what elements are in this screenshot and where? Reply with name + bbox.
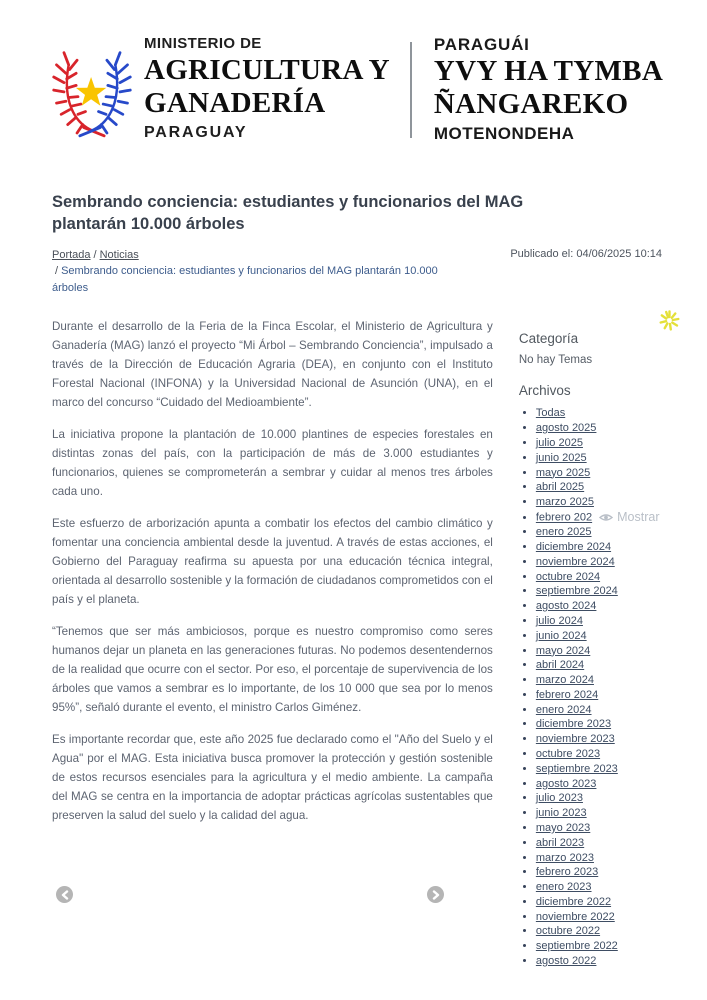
archive-link[interactable]: marzo 2023 [535,851,594,864]
archive-item [536,764,662,776]
archive-link[interactable]: agosto 2025 [535,422,597,435]
page-title: Sembrando conciencia: estudiantes y funcionarios del MAG plantarán 10.000 árboles [52,193,524,234]
site-header [50,30,663,144]
ministry-wordmark [144,34,390,143]
header-divider [410,42,412,138]
star-icon [76,77,106,106]
archive-link[interactable]: octubre 2023 [535,748,601,761]
archive-item [536,438,662,450]
guarani-wordmark [434,34,663,144]
main-content [52,191,662,971]
archive-item [536,882,662,894]
archive-link[interactable]: noviembre 2023 [535,733,615,746]
breadcrumb-line2 [52,263,452,296]
archive-item [535,509,662,524]
archive-item [536,527,662,539]
archive-link[interactable]: abril 2023 [535,836,585,849]
article-paragraph: Este esfuerzo de arborización apunta a combatir los efectos del cambio climático y fomentar una conciencia ambiental desde la juventud. A través de estas acciones, el Gobierno del Paraguay reafirma su apuesta por una educación técnica integral, orientada al desarrollo sostenible y la formación de ciudadanos comprometidos con el país y el planeta. [52,517,493,607]
archive-link[interactable]: diciembre 2024 [535,541,612,554]
guarani-bottom-line: MOTENONDEHA [433,124,575,143]
archive-link[interactable]: diciembre 2022 [535,895,612,908]
archive-item [536,779,662,791]
carousel-prev-button[interactable] [56,886,73,903]
archive-item [536,572,662,584]
article-meta [52,247,662,297]
loading-burst-icon [659,310,680,331]
archive-item [536,660,662,672]
archive-link[interactable]: noviembre 2022 [535,910,615,923]
archive-item [536,897,662,909]
archive-item [536,749,662,761]
archive-link[interactable]: marzo 2025 [535,496,594,509]
archive-item [536,423,662,435]
archive-link[interactable]: septiembre 2022 [535,940,618,953]
archive-link[interactable]: marzo 2024 [535,674,594,687]
article-paragraph: “Tenemos que ser más ambiciosos, porque es nuestro compromiso como seres humanos dejar un planeta en las generaciones futuras. No podemos desentendernos de la realidad que ocurre con el sector. Por eso, el porcentaje de supervivencia de los árboles que vamos a sembrar es lo importante, de los 10 000 que sea por lo menos 95%”, señaló durante el evento, el ministro Carlos Giménez. [52,625,493,715]
mag-coat-of-arms-logo[interactable] [50,44,134,138]
archive-item [536,956,662,968]
archive-link[interactable]: febrero 202 [535,511,593,524]
archive-item [536,793,662,805]
article-paragraph: Es importante recordar que, este año 2025 fue declarado como el "Año del Suelo y el Agua" por el MAG. Esta iniciativa busca promover la protección y gestión sostenible de estos recursos esenciales para la agricultura y el medio ambiente. La campaña del MAG se centra en la importancia de adoptar prácticas agrícolas sustentables que preserven la salud del suelo y la calidad del agua. [52,733,493,823]
archive-link[interactable]: julio 2025 [535,436,583,449]
archive-item [536,601,662,613]
article-body [52,317,493,970]
laurel-wreath-star-icon [50,44,134,138]
published-date: Publicado el: 04/06/2025 10:14 [510,247,662,260]
ministry-name-line2: GANADERÍA [144,87,326,119]
archive-link[interactable]: julio 2023 [535,792,583,805]
archive-item [536,734,662,746]
archive-item [536,482,662,494]
archive-link[interactable]: mayo 2023 [535,821,591,834]
category-empty-text: No hay Temas [518,354,593,367]
archive-link[interactable]: enero 2023 [535,881,592,894]
breadcrumb-home[interactable]: Portada [52,248,91,261]
article-paragraph: La iniciativa propone la plantación de 10.000 plantines de especies forestales en distintas zonas del país, con la participación de más de 3.000 estudiantes y funcionarios, quienes se comprometerán a sembrar y cuidar al menos tres árboles cada uno. [52,428,493,499]
archive-item [536,646,662,658]
breadcrumb-line1 [52,247,452,264]
archive-link[interactable]: febrero 2023 [535,866,599,879]
archives-heading: Archivos [518,383,571,399]
archive-link[interactable]: mayo 2025 [535,466,591,479]
breadcrumb-section[interactable]: Noticias [99,248,139,261]
archive-link[interactable]: junio 2023 [535,807,587,820]
archive-link[interactable]: agosto 2022 [535,954,597,967]
archive-item [536,823,662,835]
archive-item [536,941,662,953]
breadcrumb [52,247,452,297]
archive-link[interactable]: agosto 2023 [535,777,597,790]
ministry-top-line: MINISTERIO DE [144,35,262,52]
archive-link[interactable]: junio 2024 [535,629,587,642]
chevron-right-icon [432,890,440,900]
carousel-next-button[interactable] [427,886,444,903]
archive-link[interactable]: septiembre 2023 [535,762,618,775]
breadcrumb-separator: / [55,265,59,278]
archive-link[interactable]: mayo 2024 [535,644,591,657]
archive-item [536,705,662,717]
guarani-name-line1: YVY HA TYMBA [433,55,664,87]
archive-item [536,719,662,731]
breadcrumb-separator: / [93,248,97,261]
archive-link[interactable]: Todas [535,407,566,420]
archive-item [536,926,662,938]
archive-item [536,853,662,865]
archive-item [536,453,662,465]
archive-link[interactable]: febrero 2024 [535,688,599,701]
archive-link[interactable]: enero 2024 [535,703,592,716]
archive-link[interactable]: julio 2024 [535,615,583,628]
archive-link[interactable]: agosto 2024 [535,600,597,613]
archive-item [536,408,662,420]
archives-list [519,408,662,967]
archive-item [536,808,662,820]
archive-item [536,497,662,509]
archive-item [536,838,662,850]
eye-icon [599,512,613,523]
ministry-country: PARAGUAY [144,124,248,141]
archive-link[interactable]: abril 2025 [535,481,585,494]
chevron-left-icon [61,890,69,900]
archive-link[interactable]: diciembre 2023 [535,718,612,731]
archive-link[interactable]: enero 2025 [535,526,592,539]
archive-link[interactable]: septiembre 2024 [535,585,618,598]
category-heading: Categoría [518,331,579,347]
archive-item [536,912,662,924]
archive-link[interactable]: octubre 2022 [535,925,601,938]
mostrar-tooltip[interactable] [599,509,660,524]
article-paragraph: Durante el desarrollo de la Feria de la Finca Escolar, el Ministerio de Agricultura y Ganadería (MAG) lanzó el proyecto “Mi Árbol – Sembrando Conciencia”, impulsado a través de la Dirección de Educación Agraria (DEA), en conjunto con el Instituto Forestal Nacional (INFONA) y la Universidad Nacional de Asunción (UNA), en el marco del concurso “Cuidado del Medioambiente”. [52,320,493,410]
mostrar-label: Mostrar [617,509,660,524]
sidebar [519,317,662,970]
archive-item [536,586,662,598]
archive-item [536,867,662,879]
archive-item [536,542,662,554]
guarani-name-line2: ÑANGAREKO [433,88,629,120]
archive-link[interactable]: abril 2024 [535,659,585,672]
archive-link[interactable]: octubre 2024 [535,570,601,583]
archive-item [536,616,662,628]
archive-item [536,557,662,569]
archive-item [536,468,662,480]
archive-link[interactable]: junio 2025 [535,451,587,464]
content-row [52,317,662,970]
archive-item [536,675,662,687]
guarani-top-line: PARAGUÁI [433,35,530,54]
breadcrumb-current: Sembrando conciencia: estudiantes y funcionarios del MAG plantarán 10.000 árboles [52,265,438,294]
archive-item [536,631,662,643]
archive-item [536,690,662,702]
archive-link[interactable]: noviembre 2024 [535,555,615,568]
ministry-name-line1: AGRICULTURA Y [144,54,390,86]
